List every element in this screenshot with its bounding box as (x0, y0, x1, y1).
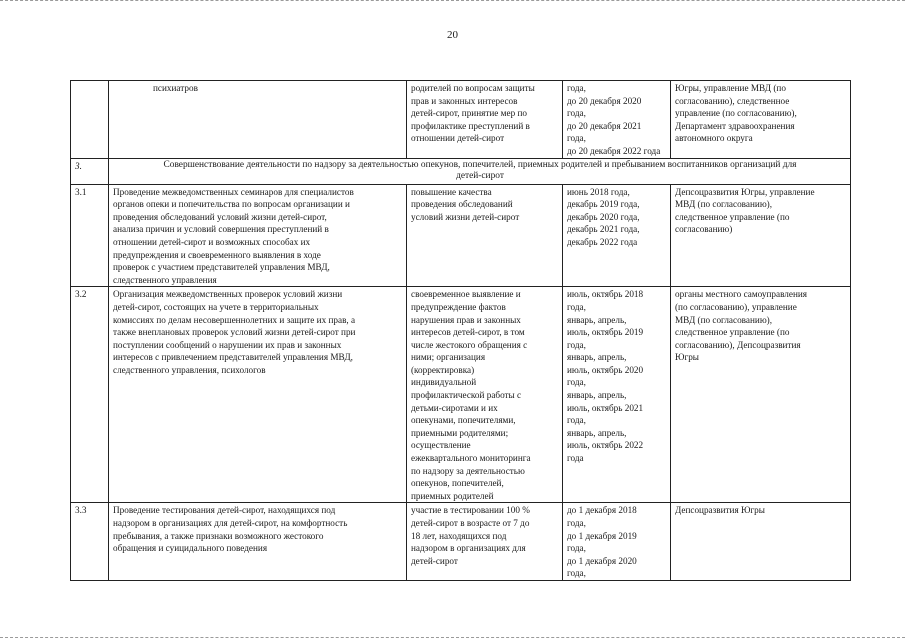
result-cell: участие в тестировании 100 % детей-сирот в возрасте от 7 до 18 лет, находящихся под надзором в организациях для детей-сирот (407, 503, 563, 581)
table-row (71, 287, 851, 503)
result-cell: повышение качества проведения обследований условий жизни детей-сирот (407, 184, 563, 287)
deadline-cell: года, до 20 декабря 2020 года, до 20 декабря 2021 года, до 20 декабря 2022 года (563, 81, 671, 159)
row-number-cell: 3.1 (71, 184, 109, 287)
table-row-continued (71, 81, 851, 159)
responsible-cell: органы местного самоуправления (по согласованию), управление МВД (по согласованию), следственное управление (по согласованию), Депсоцразвития Югры (671, 287, 851, 503)
action-cell: Проведение межведомственных семинаров для специалистов органов опеки и попечительства по вопросам организации и проведения обследований условий жизни детей-сирот, анализа причин и условий совершения преступлений в отношении детей-сирот и возможных способах их предупреждения и своевременного выявления в ходе проверок с участием представителей управления МВД, следственного управления (109, 184, 407, 287)
table-row (71, 184, 851, 287)
result-cell: родителей по вопросам защиты прав и законных интересов детей-сирот, принятие мер по профилактике преступлений в отношении детей-сирот (407, 81, 563, 159)
row-number-cell: 3.3 (71, 503, 109, 581)
deadline-cell: июнь 2018 года, декабрь 2019 года, декабрь 2020 года, декабрь 2021 года, декабрь 2022 года (563, 184, 671, 287)
responsible-cell: Депсоцразвития Югры, управление МВД (по согласованию), следственное управление (по согласованию) (671, 184, 851, 287)
action-cell: Организация межведомственных проверок условий жизни детей-сирот, состоящих на учете в территориальных комиссиях по делам несовершеннолетних и защите их прав, а также внеплановых проверок условий жизни детей-сирот при поступлении сообщений о нарушении их прав и законных интересов с привлечением представителей управления МВД, следственного управления, психологов (109, 287, 407, 503)
section-number: 3. (71, 158, 109, 184)
result-cell: своевременное выявление и предупреждение фактов нарушения прав и законных интересов детей-сирот, в том числе жестокого обращения с ними; организация (корректировка) индивидуальной профилактической работы с детьми-сиротами и их опекунами, попечителями, приемными родителями; осуществление ежеквартального мониторинга по надзору за деятельностью опекунов, попечителей, приемных родителей (407, 287, 563, 503)
table-row (71, 503, 851, 581)
row-number-cell (71, 81, 109, 159)
page-number: 20 (447, 29, 458, 41)
scan-edge-top (0, 0, 905, 5)
section-title: Совершенствование деятельности по надзору за деятельностью опекунов, попечителей, приемных родителей и пребыванием воспитанников организаций для детей-сирот (109, 158, 851, 184)
section-header-row (71, 158, 851, 184)
row-number-cell: 3.2 (71, 287, 109, 503)
deadline-cell: до 1 декабря 2018 года, до 1 декабря 2019 года, до 1 декабря 2020 года, (563, 503, 671, 581)
responsible-cell: Югры, управление МВД (по согласованию), следственное управление (по согласованию), Департамент здравоохранения автономного округа (671, 81, 851, 159)
action-cell: психиатров (109, 81, 407, 159)
measures-table (70, 80, 851, 581)
responsible-cell: Депсоцразвития Югры (671, 503, 851, 581)
deadline-cell: июль, октябрь 2018 года, январь, апрель, июль, октябрь 2019 года, январь, апрель, июль, октябрь 2020 года, январь, апрель, июль, октябрь 2021 года, январь, апрель, июль, октябрь 2022 года (563, 287, 671, 503)
action-cell: Проведение тестирования детей-сирот, находящихся под надзором в организациях для детей-сирот, на комфортность пребывания, а также признаки возможного жестокого обращения и суицидального поведения (109, 503, 407, 581)
scan-edge-bottom (0, 633, 905, 638)
